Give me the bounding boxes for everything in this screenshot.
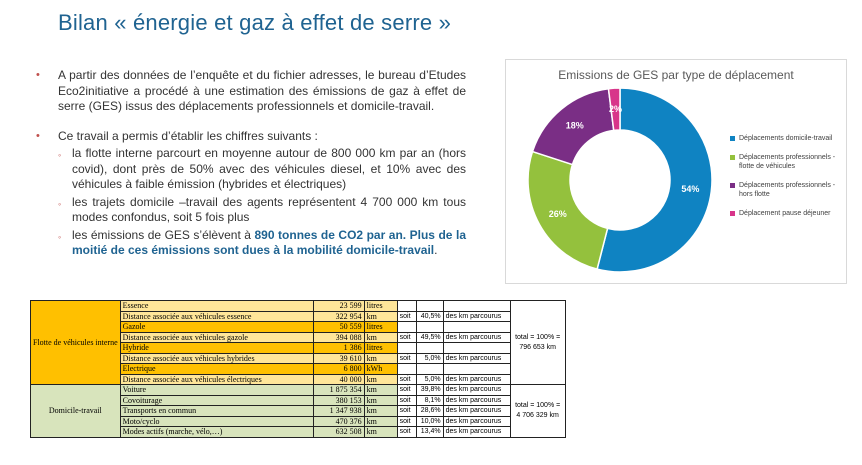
row-value: 1 347 938 bbox=[313, 406, 364, 417]
slice-label: 2% bbox=[609, 104, 623, 115]
bullet-text: Ce travail a permis d’établir les chiffres suivants : bbox=[58, 128, 318, 143]
row-value: 23 599 bbox=[313, 301, 364, 312]
sub-bullet-item bbox=[58, 228, 466, 259]
row-unit: kWh bbox=[364, 364, 397, 375]
pct-cell: 5,0% bbox=[416, 374, 443, 385]
bullet-item bbox=[36, 68, 466, 115]
slide-title: Bilan « énergie et gaz à effet de serre » bbox=[58, 10, 452, 35]
legend-label: Déplacements professionnels - hors flotte bbox=[739, 182, 836, 198]
row-label: Distance associée aux véhicules électriques bbox=[120, 374, 313, 385]
pct-cell bbox=[416, 343, 443, 354]
des-km-cell bbox=[443, 364, 510, 375]
row-value: 470 376 bbox=[313, 416, 364, 427]
des-km-cell: des km parcourus bbox=[443, 385, 510, 396]
row-value: 39 610 bbox=[313, 353, 364, 364]
row-unit: km bbox=[364, 311, 397, 322]
highlight-text: 890 tonnes de CO2 par an. Plus de la moitié de ces émissions sont dues à la mobilité domicile-travail bbox=[72, 227, 466, 257]
sub-bullet-icon: ◦ bbox=[58, 150, 62, 160]
sub-bullet-icon: ◦ bbox=[58, 231, 62, 242]
legend-swatch bbox=[730, 211, 735, 216]
table-row bbox=[31, 301, 566, 312]
sub-bullet-item bbox=[58, 195, 466, 226]
pct-cell: 40,5% bbox=[416, 311, 443, 322]
soit-cell: soit bbox=[397, 374, 416, 385]
row-unit: litres bbox=[364, 343, 397, 354]
sub-bullet-text: la flotte interne parcourt en moyenne autour de 800 000 km par an (hors covid), dont près de 50% avec des véhicules diesel, et 10% avec des véhicules à faible émission (hybrides et électriques) bbox=[72, 146, 466, 191]
row-value: 1 875 354 bbox=[313, 385, 364, 396]
des-km-cell: des km parcourus bbox=[443, 353, 510, 364]
row-label: Covoiturage bbox=[120, 395, 313, 406]
row-unit: km bbox=[364, 395, 397, 406]
des-km-cell bbox=[443, 301, 510, 312]
legend-swatch bbox=[730, 136, 735, 141]
group-label: Domicile-travail bbox=[31, 385, 121, 438]
pct-cell: 10,0% bbox=[416, 416, 443, 427]
row-label: Modes actifs (marche, vélo,…) bbox=[120, 427, 313, 438]
pct-cell: 28,6% bbox=[416, 406, 443, 417]
row-unit: km bbox=[364, 427, 397, 438]
chart-legend bbox=[730, 134, 842, 228]
row-label: Distance associée aux véhicules essence bbox=[120, 311, 313, 322]
slice-label: 18% bbox=[565, 120, 584, 131]
row-label: Hybride bbox=[120, 343, 313, 354]
bullet-list bbox=[36, 68, 466, 259]
legend-item bbox=[730, 181, 842, 199]
donut-chart bbox=[505, 59, 847, 284]
soit-cell: soit bbox=[397, 395, 416, 406]
soit-cell bbox=[397, 322, 416, 333]
group-total: total = 100% = 796 653 km bbox=[510, 301, 565, 385]
bullet-item bbox=[36, 129, 466, 145]
des-km-cell bbox=[443, 322, 510, 333]
soit-cell bbox=[397, 301, 416, 312]
chart-title: Emissions de GES par type de déplacement bbox=[558, 68, 794, 82]
donut-svg bbox=[506, 60, 726, 283]
des-km-cell: des km parcourus bbox=[443, 406, 510, 417]
donut-slice bbox=[528, 152, 608, 270]
row-label: Distance associée aux véhicules gazole bbox=[120, 332, 313, 343]
legend-swatch bbox=[730, 183, 735, 188]
row-label: Transports en commun bbox=[120, 406, 313, 417]
legend-item bbox=[730, 134, 842, 143]
bullet-icon: • bbox=[36, 129, 40, 142]
des-km-cell: des km parcourus bbox=[443, 427, 510, 438]
des-km-cell bbox=[443, 343, 510, 354]
row-value: 6 800 bbox=[313, 364, 364, 375]
legend-label: Déplacement pause déjeuner bbox=[739, 210, 831, 217]
soit-cell bbox=[397, 343, 416, 354]
sub-bullet-item bbox=[58, 146, 466, 193]
pct-cell: 39,8% bbox=[416, 385, 443, 396]
soit-cell: soit bbox=[397, 427, 416, 438]
row-value: 394 088 bbox=[313, 332, 364, 343]
sub-bullet-text-before: les émissions de GES s’élèvent à bbox=[72, 227, 255, 242]
soit-cell: soit bbox=[397, 385, 416, 396]
pct-cell: 49,5% bbox=[416, 332, 443, 343]
row-unit: km bbox=[364, 374, 397, 385]
row-unit: km bbox=[364, 353, 397, 364]
pct-cell: 8,1% bbox=[416, 395, 443, 406]
des-km-cell: des km parcourus bbox=[443, 374, 510, 385]
pct-cell bbox=[416, 364, 443, 375]
row-unit: km bbox=[364, 416, 397, 427]
des-km-cell: des km parcourus bbox=[443, 332, 510, 343]
row-unit: km bbox=[364, 332, 397, 343]
pct-cell: 13,4% bbox=[416, 427, 443, 438]
legend-swatch bbox=[730, 155, 735, 160]
row-value: 40 000 bbox=[313, 374, 364, 385]
soit-cell: soit bbox=[397, 406, 416, 417]
row-label: Distance associée aux véhicules hybrides bbox=[120, 353, 313, 364]
legend-item bbox=[730, 209, 842, 218]
pct-cell bbox=[416, 301, 443, 312]
pct-cell bbox=[416, 322, 443, 333]
soit-cell: soit bbox=[397, 416, 416, 427]
des-km-cell: des km parcourus bbox=[443, 395, 510, 406]
row-label: Electrique bbox=[120, 364, 313, 375]
legend-label: Déplacements professionnels - flotte de véhicules bbox=[739, 154, 836, 170]
bullet-icon: • bbox=[36, 69, 40, 81]
data-table bbox=[30, 300, 566, 438]
row-value: 632 508 bbox=[313, 427, 364, 438]
row-unit: litres bbox=[364, 322, 397, 333]
row-value: 50 559 bbox=[313, 322, 364, 333]
row-unit: litres bbox=[364, 301, 397, 312]
sub-bullet-text: les trajets domicile –travail des agents représentent 4 700 000 km tous modes confondus, soit 5 fois plus bbox=[72, 194, 466, 224]
group-total: total = 100% = 4 706 329 km bbox=[510, 385, 565, 438]
row-label: Essence bbox=[120, 301, 313, 312]
row-label: Voiture bbox=[120, 385, 313, 396]
pct-cell: 5,0% bbox=[416, 353, 443, 364]
group-label: Flotte de véhicules interne bbox=[31, 301, 121, 385]
row-label: Moto/cyclo bbox=[120, 416, 313, 427]
bullet-text: A partir des données de l’enquête et du fichier adresses, le bureau d’Etudes Eco2initiative a procédé à une estimation des émissions de gaz à effet de serre (GES) issus des déplacements professionnels et domicile-travail. bbox=[58, 68, 466, 113]
soit-cell: soit bbox=[397, 353, 416, 364]
legend-item bbox=[730, 153, 842, 171]
soit-cell bbox=[397, 364, 416, 375]
row-unit: km bbox=[364, 406, 397, 417]
row-value: 1 386 bbox=[313, 343, 364, 354]
row-unit: km bbox=[364, 385, 397, 396]
table-row bbox=[31, 385, 566, 396]
sub-bullet-text bbox=[72, 228, 466, 259]
slice-label: 54% bbox=[681, 183, 700, 194]
slice-label: 26% bbox=[548, 209, 567, 220]
row-label: Gazole bbox=[120, 322, 313, 333]
des-km-cell: des km parcourus bbox=[443, 311, 510, 322]
row-value: 380 153 bbox=[313, 395, 364, 406]
soit-cell: soit bbox=[397, 311, 416, 322]
des-km-cell: des km parcourus bbox=[443, 416, 510, 427]
row-value: 322 954 bbox=[313, 311, 364, 322]
legend-label: Déplacements domicile-travail bbox=[739, 135, 833, 142]
soit-cell: soit bbox=[397, 332, 416, 343]
sub-bullet-text-after: . bbox=[434, 243, 438, 257]
sub-bullet-icon: ◦ bbox=[58, 198, 62, 209]
